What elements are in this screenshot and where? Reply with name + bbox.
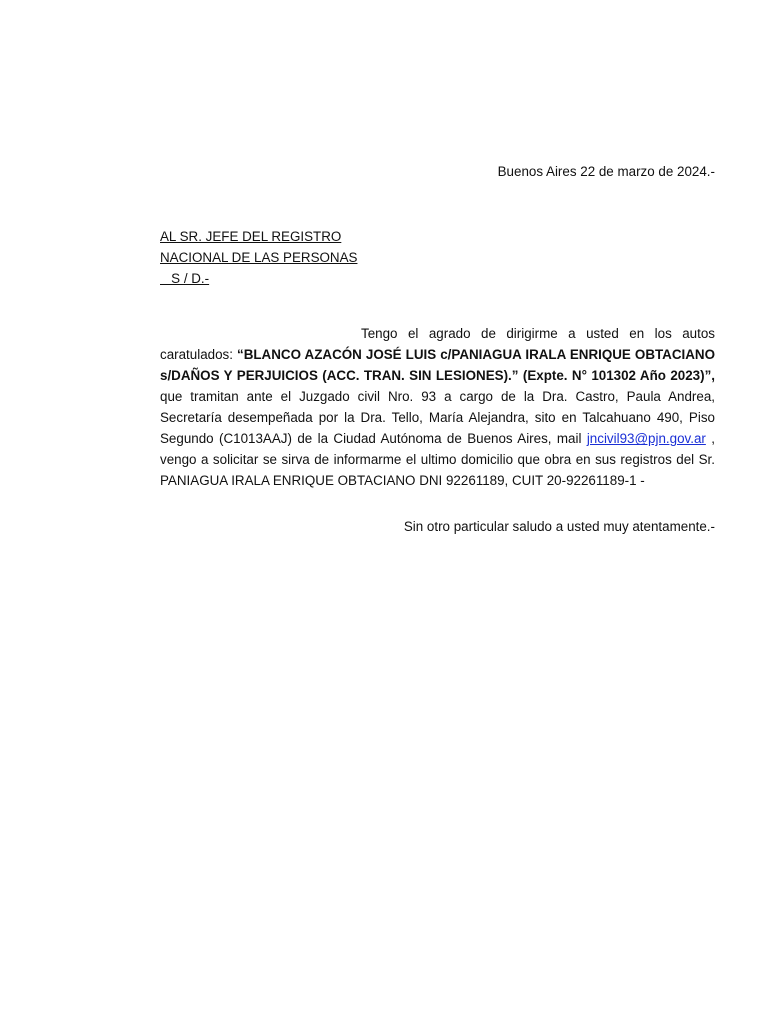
body-request: , vengo a solicitar se sirva de informarme el ultimo domicilio que obra en sus registros del Sr. PANIAGUA IRALA ENRIQUE OBTACIANO DNI 92261189, CUIT 20-92261189-1 - bbox=[160, 431, 715, 489]
body-intro: Tengo el agrado de dirigirme a usted en los autos caratulados: bbox=[160, 326, 715, 363]
court-email-link[interactable]: jncivil93@pjn.gov.ar bbox=[586, 431, 706, 447]
body-paragraph bbox=[160, 323, 715, 491]
addressee-line-1: AL SR. JEFE DEL REGISTRO bbox=[160, 229, 342, 244]
addressee-line-2: NACIONAL DE LAS PERSONAS bbox=[160, 250, 358, 265]
closing-line: Sin otro particular saludo a usted muy atentamente.- bbox=[403, 519, 715, 534]
date-line: Buenos Aires 22 de marzo de 2024.- bbox=[497, 164, 715, 179]
addressee-line-3: S / D.- bbox=[160, 271, 210, 286]
case-title: “BLANCO AZACÓN JOSÉ LUIS c/PANIAGUA IRALA ENRIQUE OBTACIANO s/DAÑOS Y PERJUICIOS (ACC. TRAN. SIN LESIONES).” (Expte. N° 101302 Año 2023)”, bbox=[160, 347, 715, 384]
body-middle: que tramitan ante el Juzgado civil Nro. 93 a cargo de la Dra. Castro, Paula Andrea, Secretaría desempeñada por la Dra. Tello, María Alejandra, sito en Talcahuano 490, Piso Segundo (C1013AAJ) de la Ciudad Autónoma de Buenos Aires, mail bbox=[160, 389, 715, 447]
addressee-block bbox=[160, 226, 357, 289]
